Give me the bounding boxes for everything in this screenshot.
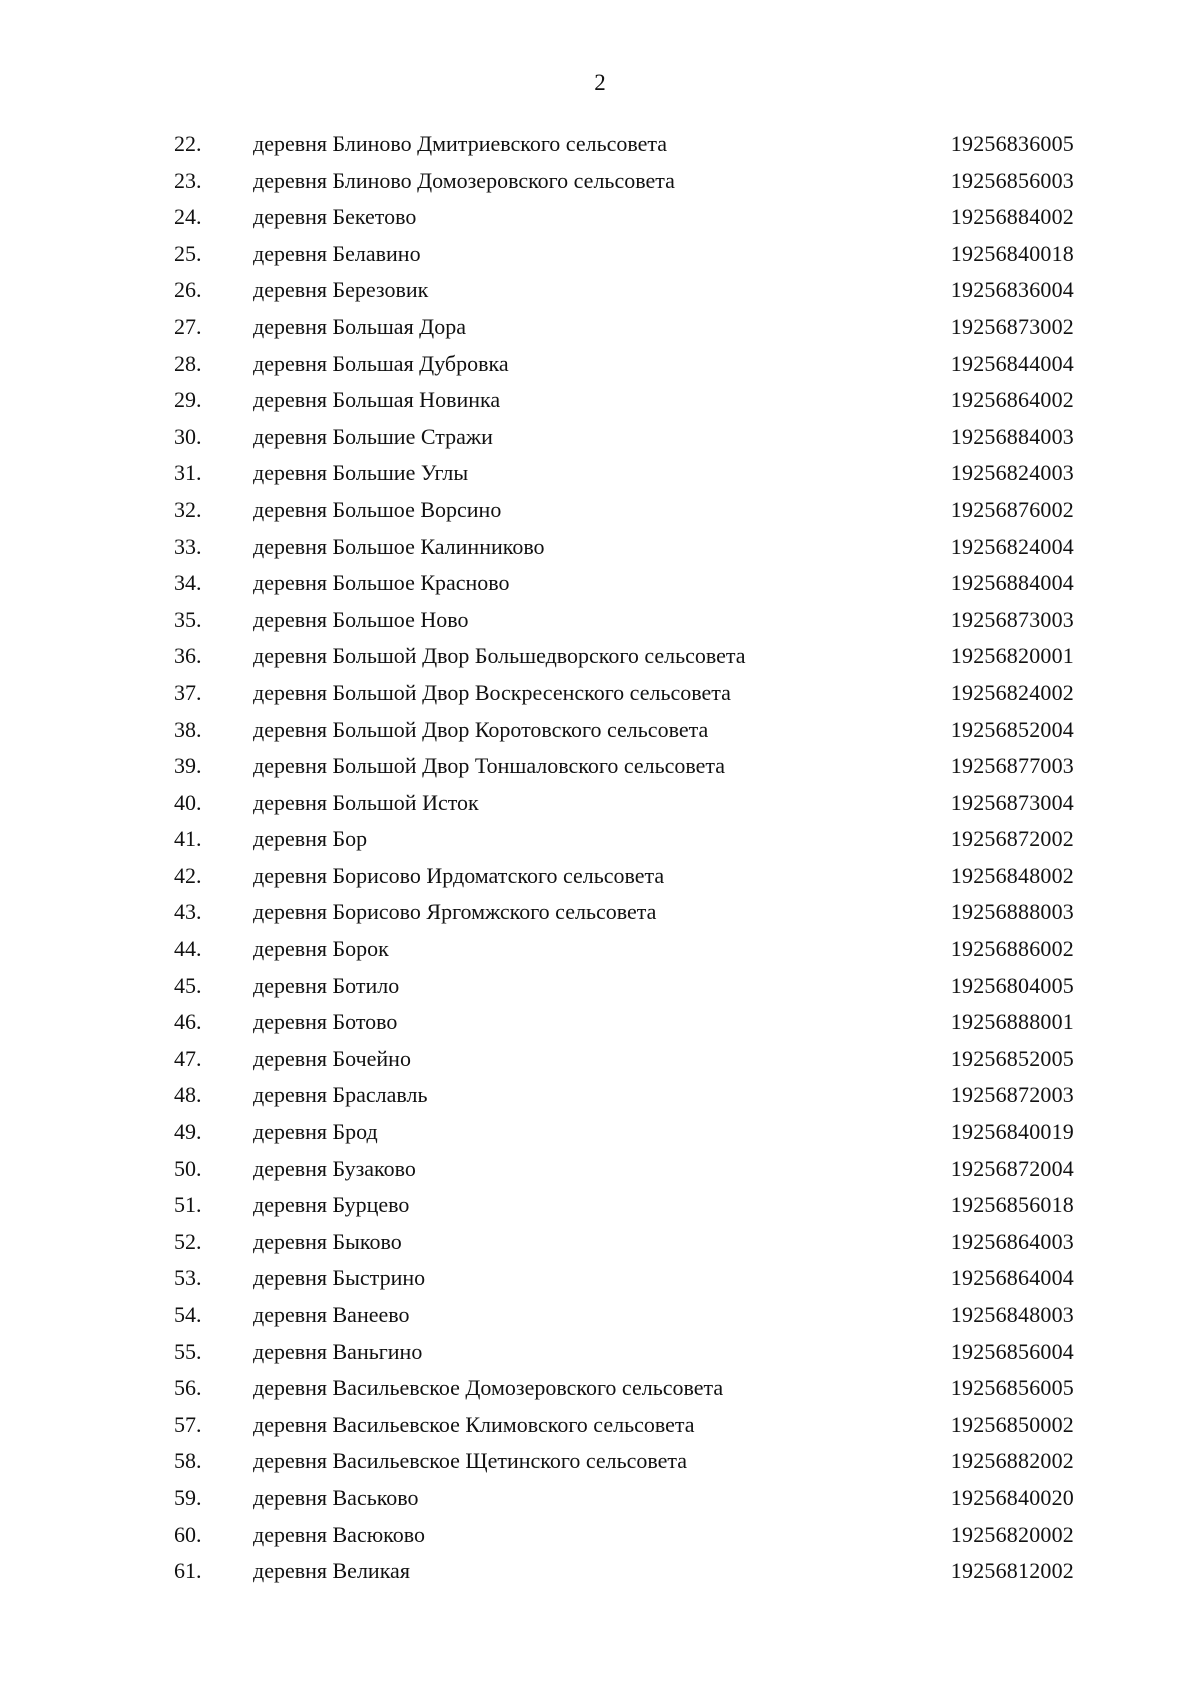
okato-code: 19256864003: [950, 1228, 1074, 1254]
settlement-name: деревня Борисово Яргомжского сельсовета: [253, 899, 657, 925]
okato-code: 19256836004: [950, 277, 1074, 303]
list-item: [0, 1334, 1200, 1371]
settlement-name: деревня Блиново Дмитриевского сельсовета: [253, 131, 668, 156]
settlement-name: деревня Борок: [253, 936, 389, 962]
settlement-name: деревня Браславль: [253, 1082, 428, 1108]
item-number: 25.: [174, 240, 202, 266]
settlement-name: деревня Большая Дубровка: [253, 350, 509, 376]
settlement-name: деревня Бочейно: [253, 1045, 411, 1071]
okato-code: 19256884004: [950, 570, 1074, 596]
settlement-name: деревня Большое Ново: [253, 606, 469, 632]
settlement-name: деревня Большое Красново: [253, 570, 510, 596]
settlement-name: деревня Большой Двор Большедворского сельсовета: [253, 643, 746, 669]
settlement-name: деревня Быково: [253, 1228, 402, 1254]
okato-code: 19256840019: [950, 1119, 1074, 1145]
list-item: [0, 931, 1200, 968]
settlement-name: деревня Большой Двор Воскресенского сельсовета: [253, 679, 731, 705]
okato-code: 19256876002: [950, 496, 1074, 522]
okato-code: 19256852005: [950, 1045, 1074, 1071]
list-item: [0, 1224, 1200, 1261]
settlement-name: деревня Васильевское Домозеровского сельсовета: [253, 1375, 724, 1401]
okato-code: 19256888003: [950, 899, 1074, 925]
list-item: [0, 272, 1200, 309]
okato-code: 19256820001: [950, 643, 1074, 669]
page-number: 2: [594, 70, 606, 95]
list-item: [0, 419, 1200, 456]
okato-code: 19256824004: [950, 533, 1074, 559]
list-item: [0, 1443, 1200, 1480]
item-number: 61.: [174, 1558, 202, 1584]
item-number: 48.: [174, 1082, 202, 1108]
item-number: 46.: [174, 1009, 202, 1035]
okato-code: 19256872003: [950, 1082, 1074, 1108]
settlement-name: деревня Большая Новинка: [253, 387, 501, 413]
list-item: [0, 785, 1200, 822]
okato-code: 19256873004: [950, 789, 1074, 815]
list-item: [0, 821, 1200, 858]
item-number: 57.: [174, 1411, 202, 1437]
okato-code: 19256877003: [950, 753, 1074, 779]
list-item: [0, 492, 1200, 529]
okato-code: 19256864002: [950, 387, 1074, 413]
item-number: 45.: [174, 972, 202, 998]
okato-code: 19256844004: [950, 350, 1074, 376]
list-item: [0, 309, 1200, 346]
settlement-name: деревня Быстрино: [253, 1265, 426, 1291]
list-item: [0, 382, 1200, 419]
list-item: [0, 1004, 1200, 1041]
list-item: [0, 1297, 1200, 1334]
okato-code: 19256852004: [950, 716, 1074, 742]
okato-code: 19256873003: [950, 606, 1074, 632]
settlement-name: деревня Васильевское Щетинского сельсовета: [253, 1448, 688, 1474]
settlement-name: деревня Белавино: [253, 240, 421, 266]
okato-code: 19256872002: [950, 826, 1074, 852]
list-item: [0, 748, 1200, 785]
okato-code: 19256820002: [950, 1521, 1074, 1547]
list-item: [0, 1480, 1200, 1517]
okato-code: 19256848003: [950, 1302, 1074, 1327]
item-number: 50.: [174, 1155, 202, 1181]
list-item: [0, 199, 1200, 236]
okato-code: 19256873002: [950, 313, 1074, 339]
settlement-name: деревня Блиново Домозеровского сельсовета: [253, 167, 675, 193]
settlement-name: деревня Большие Стражи: [253, 423, 493, 449]
settlement-name: деревня Большой Двор Коротовского сельсовета: [253, 716, 709, 742]
list-item: [0, 1114, 1200, 1151]
okato-code: 19256856003: [950, 167, 1074, 193]
settlement-name: деревня Ванеево: [253, 1302, 410, 1327]
list-item: [0, 602, 1200, 639]
okato-code: 19256856018: [950, 1192, 1074, 1218]
list-item: [0, 1407, 1200, 1444]
settlement-name: деревня Большое Ворсино: [253, 496, 502, 522]
okato-code: 19256884003: [950, 423, 1074, 449]
okato-code: 19256840018: [950, 240, 1074, 266]
okato-code: 19256804005: [950, 972, 1074, 998]
item-number: 34.: [174, 570, 202, 596]
settlement-name: деревня Бор: [253, 826, 368, 852]
list-item: [0, 638, 1200, 675]
okato-code: 19256886002: [950, 936, 1074, 962]
item-number: 30.: [174, 423, 202, 449]
list-item: [0, 1041, 1200, 1078]
settlement-name: деревня Великая: [253, 1558, 410, 1584]
item-number: 28.: [174, 350, 202, 376]
item-number: 43.: [174, 899, 202, 925]
item-number: 60.: [174, 1521, 202, 1547]
list-item: [0, 565, 1200, 602]
item-number: 59.: [174, 1484, 202, 1510]
item-number: 41.: [174, 826, 202, 852]
settlement-name: деревня Ботово: [253, 1009, 398, 1035]
list-item: [0, 1151, 1200, 1188]
settlement-name: деревня Березовик: [253, 277, 429, 303]
settlement-name: деревня Борисово Ирдоматского сельсовета: [253, 862, 665, 888]
list-item: [0, 675, 1200, 712]
okato-code: 19256836005: [950, 131, 1074, 156]
list-item: [0, 163, 1200, 200]
item-number: 24.: [174, 204, 202, 230]
list-item: [0, 529, 1200, 566]
list-item: [0, 126, 1200, 163]
okato-code: 19256850002: [950, 1411, 1074, 1437]
okato-code: 19256856004: [950, 1338, 1074, 1364]
item-number: 36.: [174, 643, 202, 669]
settlement-name: деревня Бузаково: [253, 1155, 416, 1181]
item-number: 51.: [174, 1192, 202, 1218]
settlement-name: деревня Ботило: [253, 972, 400, 998]
settlement-name: деревня Брод: [253, 1119, 378, 1145]
okato-code: 19256872004: [950, 1155, 1074, 1181]
list-item: [0, 858, 1200, 895]
settlement-name: деревня Большое Калинниково: [253, 533, 545, 559]
okato-code: 19256824002: [950, 679, 1074, 705]
settlement-name: деревня Васильевское Климовского сельсовета: [253, 1411, 695, 1437]
list-item: [0, 968, 1200, 1005]
item-number: 31.: [174, 460, 202, 486]
item-number: 54.: [174, 1302, 202, 1327]
okato-code: 19256864004: [950, 1265, 1074, 1291]
settlement-name: деревня Бекетово: [253, 204, 417, 230]
item-number: 42.: [174, 862, 202, 888]
list-item: [0, 712, 1200, 749]
okato-code: 19256812002: [950, 1558, 1074, 1584]
list-item: [0, 455, 1200, 492]
item-number: 35.: [174, 606, 202, 632]
item-number: 39.: [174, 753, 202, 779]
settlement-list: [0, 126, 1200, 1590]
list-item: [0, 236, 1200, 273]
item-number: 52.: [174, 1228, 202, 1254]
okato-code: 19256840020: [950, 1484, 1074, 1510]
item-number: 29.: [174, 387, 202, 413]
list-item: [0, 1517, 1200, 1554]
okato-code: 19256824003: [950, 460, 1074, 486]
item-number: 58.: [174, 1448, 202, 1474]
item-number: 22.: [174, 131, 202, 156]
settlement-name: деревня Большой Исток: [253, 789, 479, 815]
settlement-name: деревня Васьково: [253, 1484, 419, 1510]
item-number: 38.: [174, 716, 202, 742]
item-number: 27.: [174, 313, 202, 339]
item-number: 33.: [174, 533, 202, 559]
item-number: 37.: [174, 679, 202, 705]
item-number: 49.: [174, 1119, 202, 1145]
settlement-name: деревня Большие Углы: [253, 460, 469, 486]
list-item: [0, 1260, 1200, 1297]
item-number: 23.: [174, 167, 202, 193]
list-item: [0, 346, 1200, 383]
item-number: 26.: [174, 277, 202, 303]
okato-code: 19256848002: [950, 862, 1074, 888]
item-number: 53.: [174, 1265, 202, 1291]
list-item: [0, 894, 1200, 931]
item-number: 32.: [174, 496, 202, 522]
settlement-name: деревня Большой Двор Тоншаловского сельсовета: [253, 753, 726, 779]
settlement-name: деревня Ваньгино: [253, 1338, 423, 1364]
item-number: 55.: [174, 1338, 202, 1364]
list-item: [0, 1370, 1200, 1407]
item-number: 47.: [174, 1045, 202, 1071]
okato-code: 19256884002: [950, 204, 1074, 230]
list-item: [0, 1077, 1200, 1114]
item-number: 44.: [174, 936, 202, 962]
list-item: [0, 1553, 1200, 1590]
settlement-name: деревня Васюково: [253, 1521, 425, 1547]
okato-code: 19256856005: [950, 1375, 1074, 1401]
settlement-name: деревня Бурцево: [253, 1192, 410, 1218]
item-number: 56.: [174, 1375, 202, 1401]
okato-code: 19256888001: [950, 1009, 1074, 1035]
settlement-name: деревня Большая Дора: [253, 313, 466, 339]
item-number: 40.: [174, 789, 202, 815]
okato-code: 19256882002: [950, 1448, 1074, 1474]
list-item: [0, 1187, 1200, 1224]
